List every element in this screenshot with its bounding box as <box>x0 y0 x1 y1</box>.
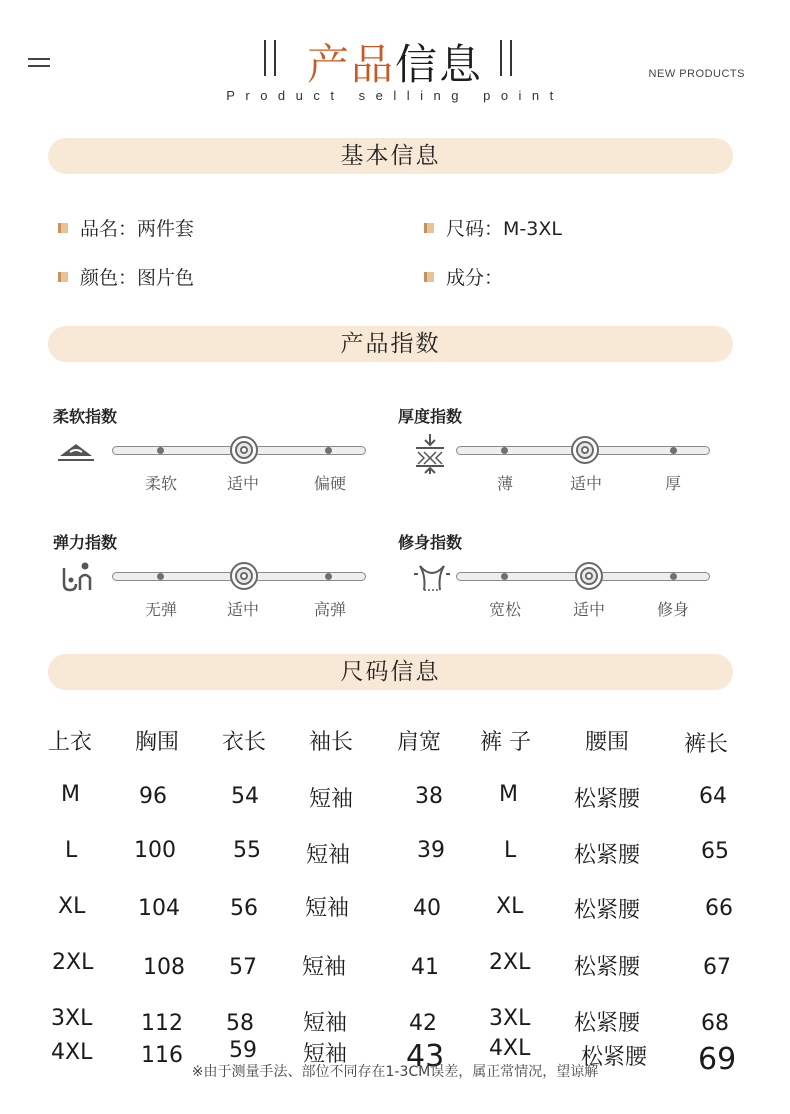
softness-tick-1 <box>157 447 164 454</box>
table-cell: 68 <box>701 1011 729 1036</box>
index-title-softness: 柔软指数 <box>53 407 118 426</box>
size-header-top: 上衣 <box>48 730 93 755</box>
fit-icon <box>412 562 452 596</box>
info-color-text: 颜色：图片色 <box>80 267 195 289</box>
table-cell: 短袖 <box>306 843 351 868</box>
measurement-note: ※由于测量手法、部位不同存在1-3CM误差，属正常情况，望谅解 <box>191 1064 599 1080</box>
size-header-length: 衣长 <box>222 730 267 755</box>
table-cell: XL <box>496 894 524 919</box>
elasticity-label-3: 高弹 <box>313 600 346 619</box>
table-cell: 66 <box>705 896 733 921</box>
thickness-slider-knob <box>571 436 599 464</box>
table-cell: 112 <box>141 1011 183 1036</box>
thickness-label-2: 适中 <box>569 474 602 493</box>
section-basic-info: 基本信息 <box>48 138 733 174</box>
table-cell: 松紧腰 <box>581 1045 648 1070</box>
table-cell: 3XL <box>51 1006 93 1031</box>
table-cell: 56 <box>230 896 258 921</box>
softness-slider-knob <box>230 436 258 464</box>
table-cell: 松紧腰 <box>574 898 641 923</box>
fit-label-1: 宽松 <box>488 600 521 619</box>
table-cell: 短袖 <box>302 955 347 980</box>
thickness-tick-1 <box>501 447 508 454</box>
elasticity-tick-3 <box>325 573 332 580</box>
table-cell: 松紧腰 <box>574 787 641 812</box>
table-cell: 松紧腰 <box>574 955 641 980</box>
elasticity-label-1: 无弹 <box>144 600 177 619</box>
table-cell: 松紧腰 <box>574 843 641 868</box>
bullet-icon <box>58 272 68 282</box>
size-header-pants: 裤 子 <box>480 730 531 755</box>
thickness-label-3: 厚 <box>664 474 681 493</box>
info-material-text: 成分： <box>446 267 504 289</box>
table-cell: 短袖 <box>303 1011 348 1036</box>
info-size-range <box>424 214 562 241</box>
table-cell: 67 <box>703 955 731 980</box>
table-cell: M <box>499 782 518 807</box>
fit-label-3: 修身 <box>656 600 689 619</box>
table-cell: 40 <box>413 896 441 921</box>
size-header-shoulder: 肩宽 <box>397 730 442 755</box>
table-cell: 2XL <box>489 950 531 975</box>
table-cell: 短袖 <box>309 787 354 812</box>
info-color <box>58 263 194 290</box>
page-subtitle: Product selling point <box>226 88 564 103</box>
index-title-thickness: 厚度指数 <box>398 407 463 426</box>
table-cell: 3XL <box>489 1006 531 1031</box>
table-cell: 65 <box>701 839 729 864</box>
table-cell: 64 <box>699 784 727 809</box>
table-cell: 4XL <box>489 1036 531 1061</box>
table-cell: 116 <box>141 1043 183 1068</box>
bullet-icon <box>424 272 434 282</box>
size-header-chest: 胸围 <box>135 730 180 755</box>
thickness-tick-3 <box>670 447 677 454</box>
elasticity-tick-1 <box>157 573 164 580</box>
section-product-index: 产品指数 <box>48 326 733 362</box>
bullet-icon <box>424 223 434 233</box>
table-cell: 96 <box>139 784 167 809</box>
fit-slider-knob <box>575 562 603 590</box>
table-cell: 松紧腰 <box>574 1011 641 1036</box>
bullet-icon <box>58 223 68 233</box>
table-cell: 2XL <box>52 950 94 975</box>
table-cell: 43 <box>406 1039 445 1074</box>
section-size-info: 尺码信息 <box>48 654 733 690</box>
table-cell: 57 <box>229 955 257 980</box>
table-cell: XL <box>58 894 86 919</box>
table-cell: 100 <box>134 838 176 863</box>
fit-tick-1 <box>501 573 508 580</box>
softness-label-2: 适中 <box>226 474 259 493</box>
table-cell: L <box>65 838 78 863</box>
table-cell: 69 <box>698 1042 737 1077</box>
fit-label-2: 适中 <box>572 600 605 619</box>
table-cell: 58 <box>226 1011 254 1036</box>
size-header-pants-length: 裤长 <box>684 732 729 757</box>
table-cell: 55 <box>233 838 261 863</box>
index-title-elasticity: 弹力指数 <box>53 533 118 552</box>
table-cell: 4XL <box>51 1040 93 1065</box>
title-bars-right-decoration <box>500 40 512 76</box>
size-header-sleeve: 袖长 <box>309 730 354 755</box>
table-cell: 42 <box>409 1011 437 1036</box>
info-material <box>424 263 503 290</box>
size-header-waist: 腰围 <box>585 730 630 755</box>
table-cell: 短袖 <box>303 1042 348 1067</box>
table-cell: 108 <box>143 955 185 980</box>
thickness-icon <box>410 434 450 468</box>
table-cell: M <box>61 782 80 807</box>
new-products-label: NEW PRODUCTS <box>648 68 745 80</box>
softness-label-1: 柔软 <box>144 474 177 493</box>
table-cell: 59 <box>229 1038 257 1063</box>
elasticity-icon <box>58 560 98 594</box>
thickness-label-1: 薄 <box>496 474 513 493</box>
info-product-name <box>58 214 194 241</box>
table-cell: 54 <box>231 784 259 809</box>
fit-tick-3 <box>670 573 677 580</box>
index-title-fit: 修身指数 <box>398 533 463 552</box>
info-product-name-text: 品名：两件套 <box>80 218 195 240</box>
table-cell: 104 <box>138 896 180 921</box>
elasticity-slider-knob <box>230 562 258 590</box>
softness-icon <box>56 436 96 470</box>
table-cell: L <box>504 838 517 863</box>
table-cell: 39 <box>417 838 445 863</box>
softness-label-3: 偏硬 <box>313 474 346 493</box>
table-cell: 短袖 <box>305 896 350 921</box>
elasticity-label-2: 适中 <box>226 600 259 619</box>
info-size-range-text: 尺码：M-3XL <box>446 218 562 240</box>
table-cell: 38 <box>415 784 443 809</box>
softness-tick-3 <box>325 447 332 454</box>
page-title: 产品信息 <box>306 40 484 89</box>
table-cell: 41 <box>411 955 439 980</box>
